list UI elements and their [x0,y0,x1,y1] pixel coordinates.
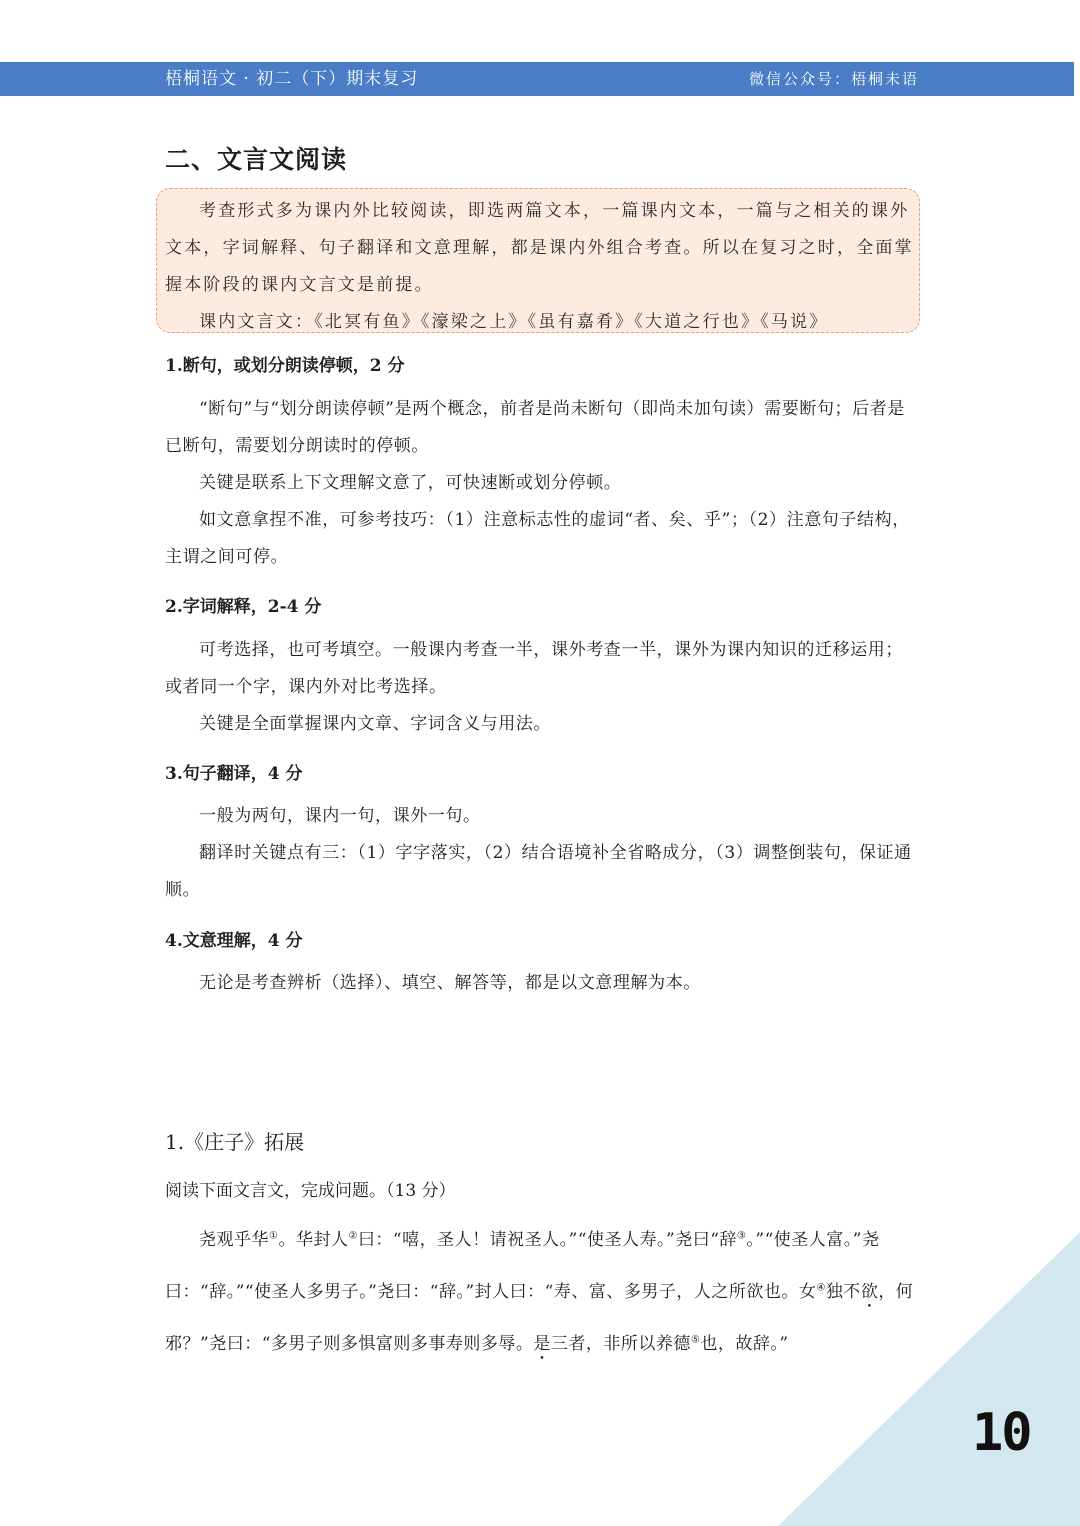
emphasized-character: 欲 [860,1282,879,1302]
emphasized-character: 是 [533,1334,551,1354]
item-title: 4.文意理解，4 分 [165,931,303,951]
body-paragraph: 如文意拿捏不准，可参考技巧：（1）注意标志性的虚词“者、矣、乎”；（2）注意句子结构，主谓之间可停。 [165,510,910,567]
page-number: 10 [972,1403,1031,1463]
footnote-marker: ④ [816,1282,826,1294]
body-paragraph: 关键是联系上下文理解文意了，可快速断或划分停顿。 [199,473,622,493]
text-run: 也，故辞。” [700,1334,789,1354]
item-title: 3.句子翻译，4 分 [165,764,303,784]
body-paragraph: “断句”与“划分朗读停顿”是两个概念，前者是尚未断句（即尚未加句读）需要断句；后者是已断句，需要划分朗读时的停顿。 [165,399,905,456]
corner-triangle [778,1232,1080,1526]
exercise-title: 1.《庄子》拓展 [165,1130,305,1154]
note-paragraph: 考查形式多为课内外比较阅读，即选两篇文本，一篇课内文本，一篇与之相关的课外文本，字词解释、句子翻译和文意理解，都是课内外组合考查。所以在复习之时，全面掌握本阶段的课内文言文是前提。 [165,201,914,295]
text-run: 。华封人 [278,1230,349,1250]
text-run: 。”“使圣人富。”尧曰：“辞。”“使圣人多男子。”尧曰：“辞。”封人曰：“寿、富、多男子，人之所欲也。女 [165,1230,880,1302]
body-paragraph: 可考选择，也可考填空。一般课内考查一半，课外考查一半，课外为课内知识的迁移运用；或者同一个字，课内外对比考选择。 [165,640,903,697]
footnote-marker: ③ [736,1230,747,1242]
text-run: 独不 [825,1282,861,1302]
section-title: 二、文言文阅读 [165,145,348,174]
exercise-instruction: 阅读下面文言文，完成问题。（13 分） [165,1181,456,1201]
footnote-marker: ② [348,1230,358,1242]
body-paragraph: 一般为两句，课内一句，课外一句。 [199,806,481,826]
body-paragraph: 关键是全面掌握课内文章、字词含义与用法。 [199,714,551,734]
body-paragraph: 翻译时关键点有三：（1）字字落实，（2）结合语境补全省略成分，（3）调整倒装句，保证通顺。 [165,843,912,900]
text-run: ，何邪？”尧曰：“多男子则多惧富则多事寿则多辱。 [165,1282,914,1354]
item-title: 1.断句，或划分朗读停顿，2 分 [165,356,405,376]
text-run: 曰：“嘻，圣人！请祝圣人。”“使圣人寿。”尧曰“辞 [357,1230,737,1250]
header-title: 梧桐语文 · 初二（下）期末复习 [165,69,419,89]
footnote-marker: ⑤ [690,1334,701,1346]
text-run: 尧观乎华 [199,1230,269,1250]
footnote-marker: ① [269,1230,279,1242]
item-title: 2.字词解释，2-4 分 [165,597,322,617]
note-text-list: 课内文言文：《北冥有鱼》《濠梁之上》《虽有嘉肴》《大道之行也》《马说》 [199,312,829,332]
text-run: 三者，非所以养德 [550,1334,691,1354]
wechat-account-label: 微信公众号：梧桐未语 [748,70,919,88]
body-paragraph: 无论是考查辨析（选择）、填空、解答等，都是以文意理解为本。 [199,973,701,993]
